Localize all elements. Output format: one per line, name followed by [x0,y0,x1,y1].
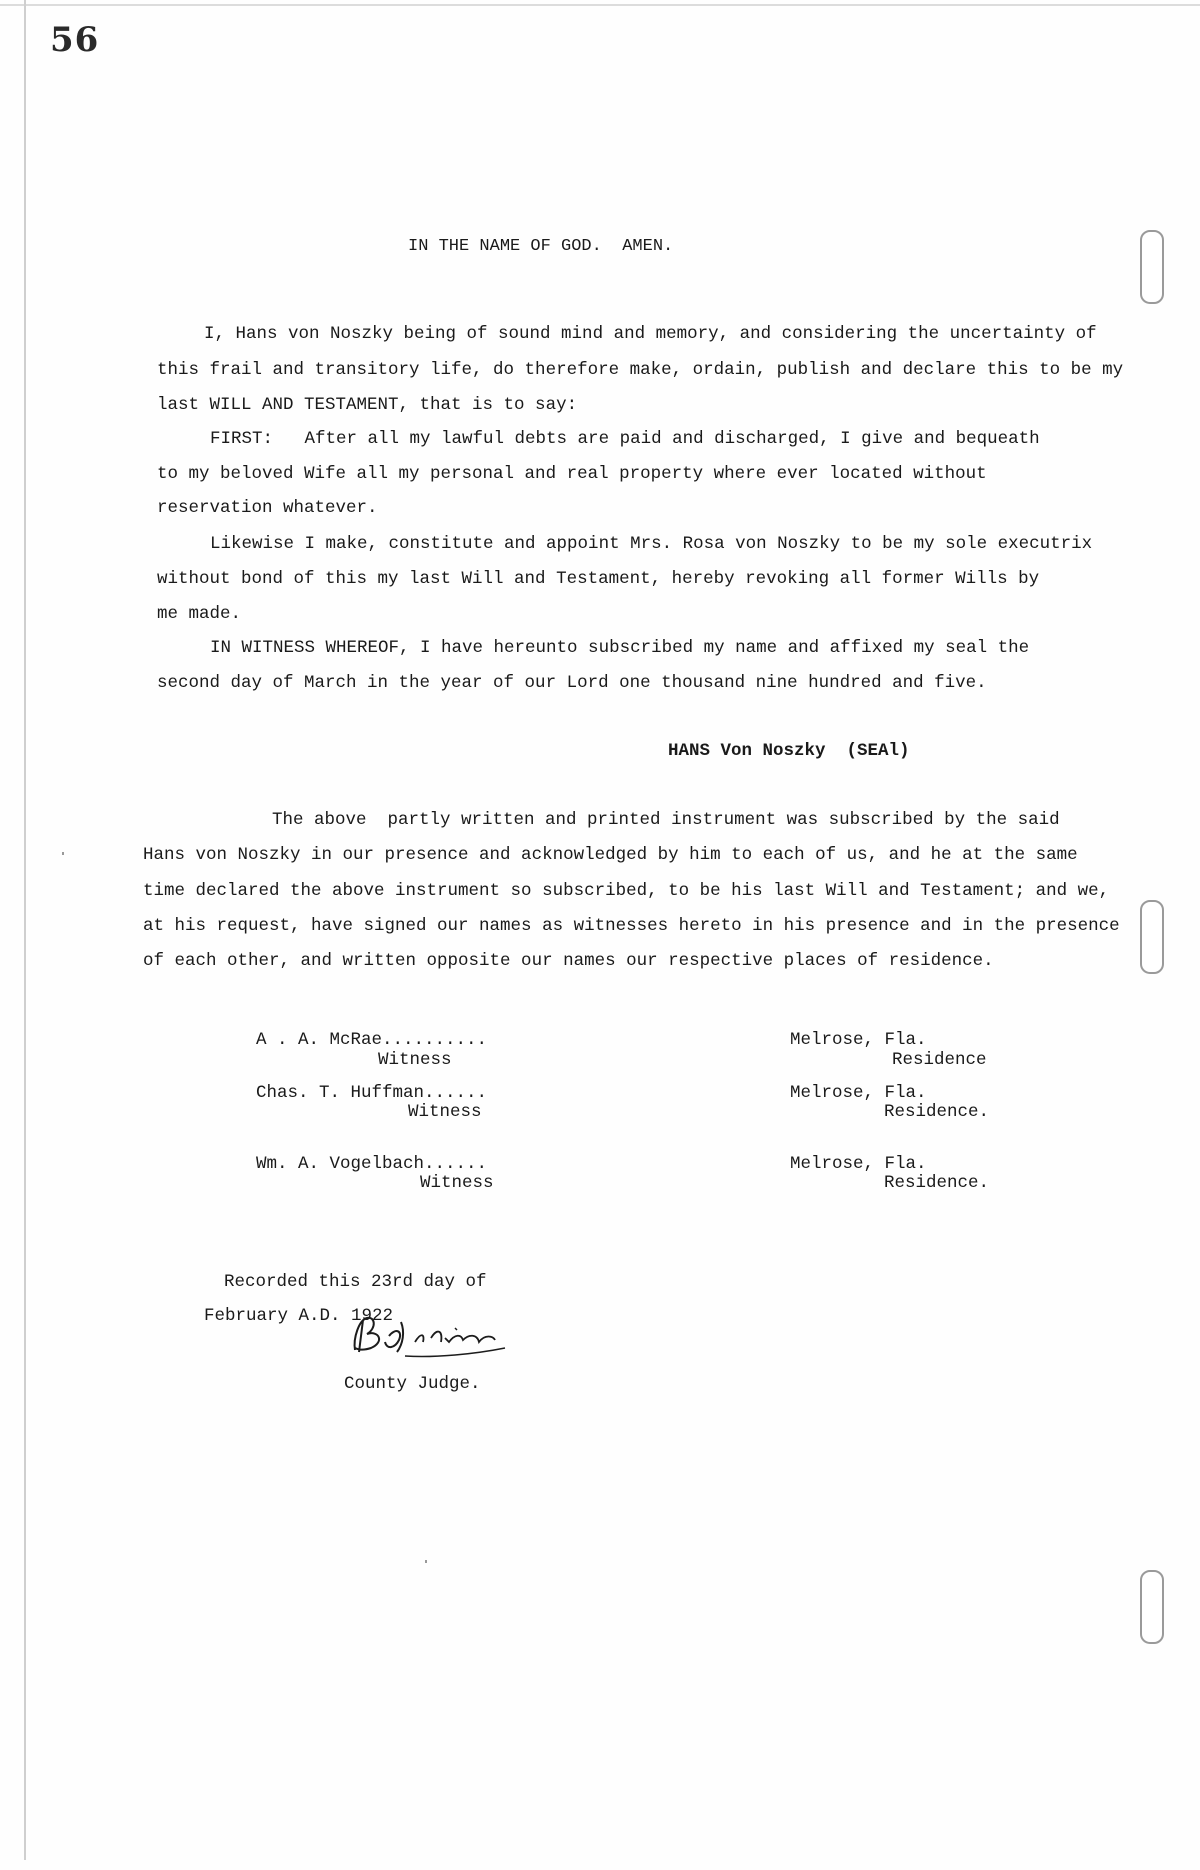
paper-speck [62,852,64,855]
recorded-line: February A.D. 1922 [204,1306,394,1326]
witness-name: A . A. McRae.......... [256,1030,488,1050]
punch-hole [1140,230,1164,304]
body-line: me made. [157,604,242,624]
body-line: reservation whatever. [157,498,378,518]
attestation-line: time declared the above instrument so subscribed, to be his last Will and Testament; and we, [143,881,1110,901]
residence-label: Residence. [884,1102,990,1122]
attestation-line: of each other, and written opposite our names our respective places of residence. [143,951,994,971]
document-title: IN THE NAME OF GOD. AMEN. [408,237,674,256]
paper-speck [425,1560,427,1563]
body-line: last WILL AND TESTAMENT, that is to say: [157,395,578,415]
punch-hole [1140,900,1164,974]
witness-label: Witness [378,1050,452,1070]
body-line: IN WITNESS WHEREOF, I have hereunto subscribed my name and affixed my seal the [210,638,1030,658]
witness-label: Witness [420,1173,494,1193]
witness-name: Wm. A. Vogelbach...... [256,1154,488,1174]
witness-name: Chas. T. Huffman...... [256,1083,488,1103]
witness-residence: Melrose, Fla. [790,1030,927,1050]
body-line: FIRST: After all my lawful debts are paid and discharged, I give and bequeath [210,429,1040,449]
judge-title: County Judge. [344,1374,481,1394]
body-line: second day of March in the year of our Lord one thousand nine hundred and five. [157,673,987,693]
testator-signature: HANS Von Noszky (SEAl) [668,741,910,761]
body-line: to my beloved Wife all my personal and real property where ever located without [157,464,987,484]
judge-signature [345,1308,555,1368]
page-left-edge [24,0,26,1860]
body-line: Likewise I make, constitute and appoint Mrs. Rosa von Noszky to be my sole executrix [210,534,1093,554]
attestation-line: Hans von Noszky in our presence and acknowledged by him to each of us, and he at the same [143,845,1078,865]
body-line: without bond of this my last Will and Testament, hereby revoking all former Wills by [157,569,1040,589]
page-number: 56 [50,20,100,60]
punch-hole [1140,1570,1164,1644]
body-line: I, Hans von Noszky being of sound mind and memory, and considering the uncertainty of [204,324,1097,344]
witness-residence: Melrose, Fla. [790,1154,927,1174]
witness-residence: Melrose, Fla. [790,1083,927,1103]
witness-label: Witness [408,1102,482,1122]
residence-label: Residence. [884,1173,990,1193]
attestation-line: The above partly written and printed instrument was subscribed by the said [272,810,1060,830]
body-line: this frail and transitory life, do therefore make, ordain, publish and declare this to be my [157,360,1124,380]
page-top-edge [0,4,1200,6]
recorded-line: Recorded this 23rd day of [224,1272,487,1292]
attestation-line: at his request, have signed our names as witnesses hereto in his presence and in the presence [143,916,1120,936]
residence-label: Residence [892,1050,987,1070]
